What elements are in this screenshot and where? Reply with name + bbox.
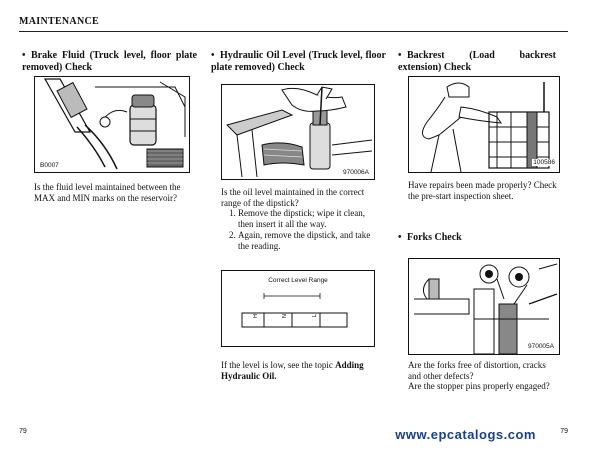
forks-text-2: Are the stopper pins properly engaged? [408, 381, 550, 391]
backrest-text: Have repairs been made properly? Check the pre-start inspection sheet. [408, 180, 557, 201]
backrest-title [398, 50, 556, 74]
brake-fluid-title [22, 50, 197, 74]
hydraulic-oil-text: Is the oil level maintained in the correct range of the dipstick? [221, 187, 365, 208]
hydraulic-oil-title [211, 50, 386, 74]
bullet: • [211, 50, 215, 61]
page-number-left: 79 [19, 428, 27, 435]
forks-title-text: Forks Check [407, 232, 462, 243]
forks-title [398, 232, 556, 244]
hydraulic-figure-code: 970006A [342, 169, 369, 176]
adding-hydraulic-oil-link: Adding Hydraulic Oil. [221, 360, 364, 381]
step-item: 1. Remove the dipstick; wipe it clean, then insert it all the way. [238, 208, 376, 230]
forks-figure-code: 970005A [527, 343, 554, 350]
backrest-title-text: Backrest (Load backrest extension) Check [398, 50, 556, 73]
hydraulic-oil-figure [221, 84, 375, 180]
low-level-text-body: If the level is low, see the topic [221, 360, 336, 370]
step-item: 2. Again, remove the dipstick, and take the reading. [238, 230, 376, 252]
bullet: • [22, 50, 26, 61]
page-number-right: 79 [560, 428, 568, 435]
brake-fluid-figure [34, 76, 190, 173]
forks-figure [408, 258, 560, 355]
backrest-figure [408, 76, 560, 173]
backrest-figure-code: 100586 [533, 159, 555, 166]
brake-figure-code: B0007 [40, 162, 59, 169]
level-mark-n: N [282, 314, 288, 319]
bullet: • [398, 50, 402, 61]
watermark: www.epcatalogs.com [395, 427, 536, 442]
level-mark-l: L [312, 314, 318, 318]
hydraulic-steps [224, 208, 376, 252]
low-level-text [221, 360, 377, 382]
forks-text-1: Are the forks free of distortion, cracks and other defects? [408, 360, 546, 381]
dipstick-diagram [221, 270, 375, 347]
hydraulic-oil-title-text: Hydraulic Oil Level (Truck level, floor plate removed) Check [211, 50, 386, 73]
brake-fluid-title-text: Brake Fluid (Truck level, floor plate removed) Check [22, 50, 197, 73]
bullet: • [398, 232, 402, 243]
dipstick-diagram-title: Correct Level Range [268, 277, 328, 284]
level-mark-h: H [253, 314, 259, 319]
page-header: MAINTENANCE [19, 16, 99, 27]
brake-fluid-text: Is the fluid level maintained between the MAX and MIN marks on the reservoir? [34, 182, 181, 203]
header-rule [19, 31, 568, 32]
